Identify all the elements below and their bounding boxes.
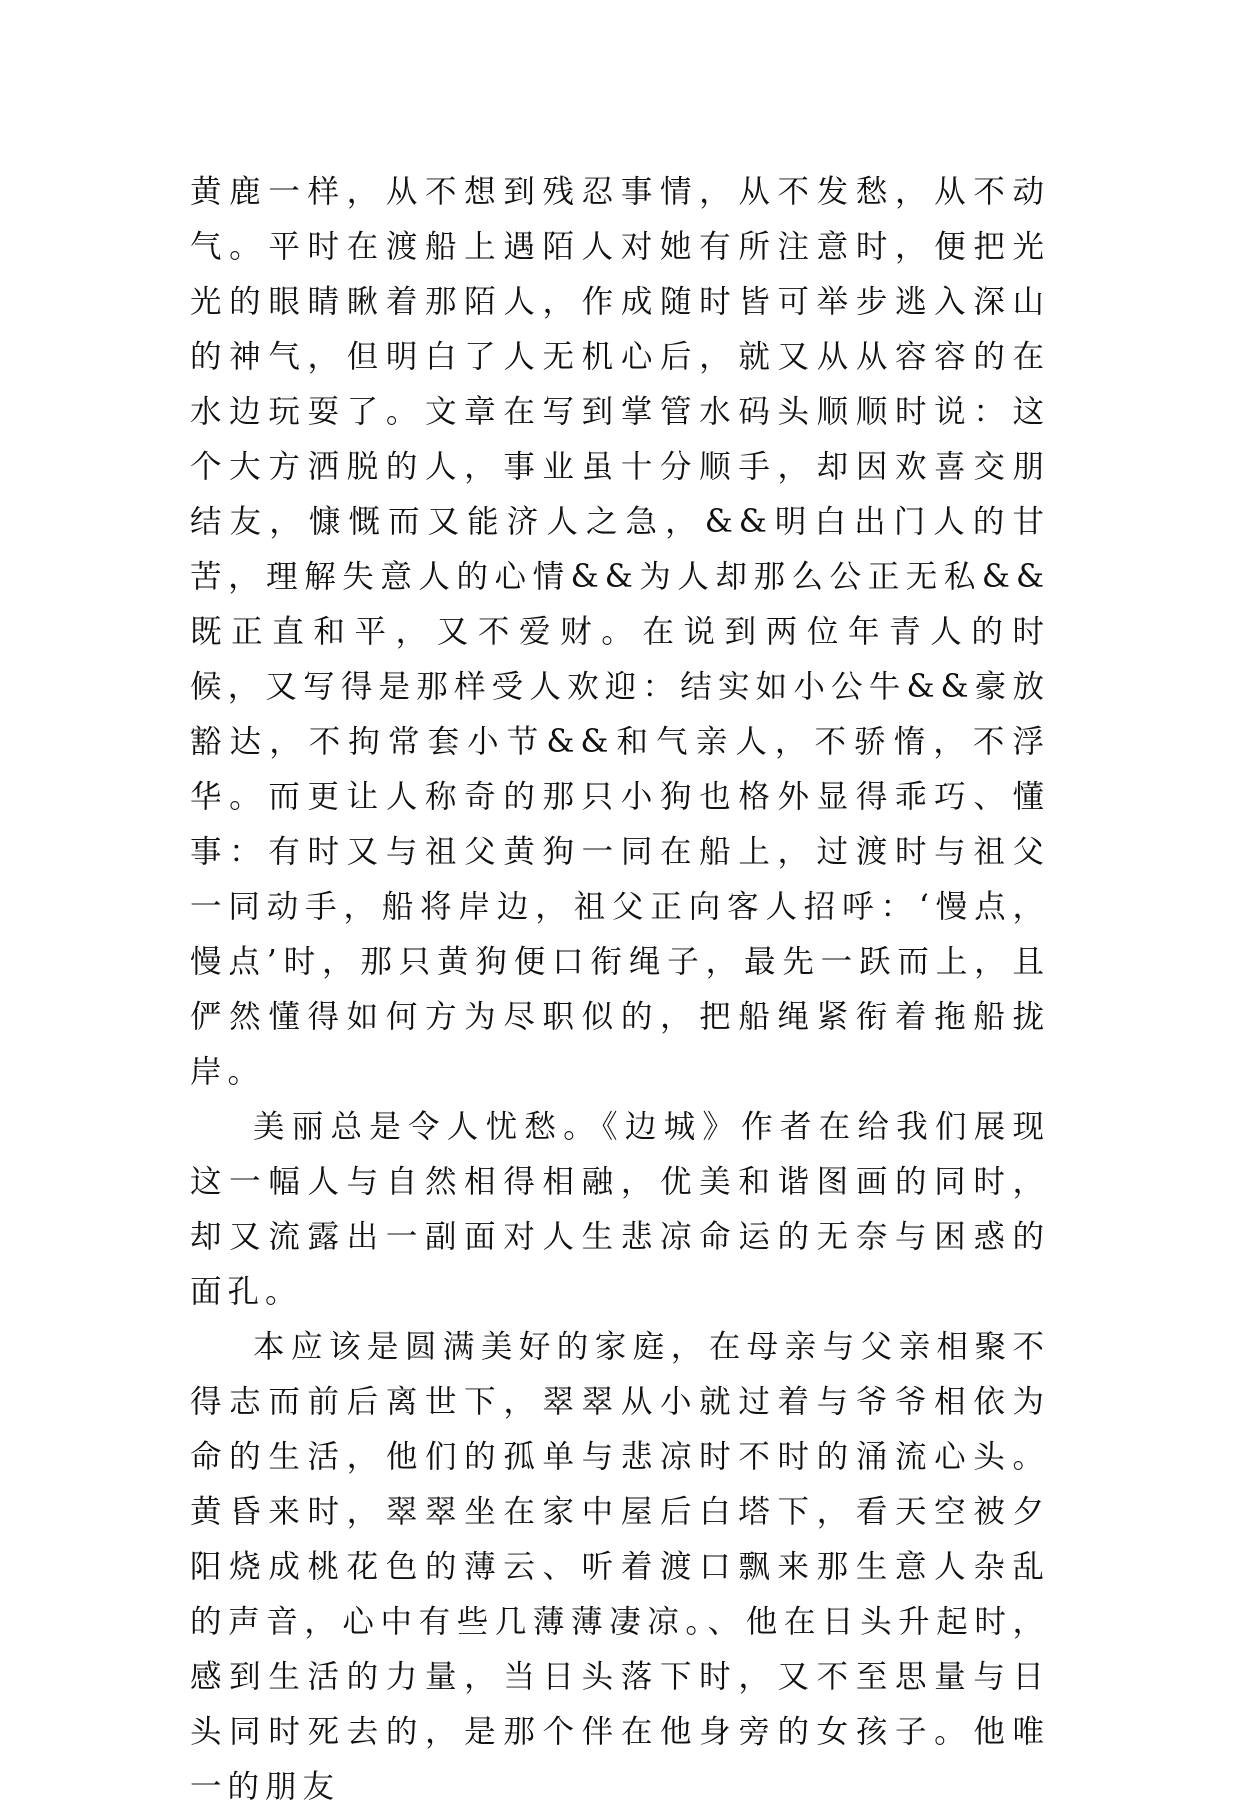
paragraph-1: 黄鹿一样，从不想到残忍事情，从不发愁，从不动气。平时在渡船上遇陌人对她有所注意时，便把光光的眼睛瞅着那陌人，作成随时皆可举步逃入深山的神气，但明白了人无机心后，就又从从容容的在水边玩耍了。文章在写到掌管水码头顺顺时说：这个大方洒脱的人，事业虽十分顺手，却因欢喜交朋结友，慷慨而又能济人之急，&&明白出门人的甘苦，理解失意人的心情&&为人却那么公正无私&&既正直和平，又不爱财。在说到两位年青人的时候，又写得是那样受人欢迎：结实如小公牛&&豪放豁达，不拘常套小节&&和气亲人，不骄惰，不浮华。而更让人称奇的那只小狗也格外显得乖巧、懂事：有时又与祖父黄狗一同在船上，过渡时与祖父一同动手，船将岸边，祖父正向客人招呼：‘慢点，慢点’时，那只黄狗便口衔绳子，最先一跃而上，且俨然懂得如何方为尽职似的，把船绳紧衔着拖船拢岸。 — [190, 174, 1050, 1090]
paragraph-2: 美丽总是令人忧愁。《边城》作者在给我们展现这一幅人与自然相得相融，优美和谐图画的同时，却又流露出一副面对人生悲凉命运的无奈与困惑的面孔。 — [190, 1109, 1050, 1310]
document-page — [190, 165, 1050, 1815]
paragraph-3: 本应该是圆满美好的家庭，在母亲与父亲相聚不得志而前后离世下，翠翠从小就过着与爷爷相依为命的生活，他们的孤单与悲凉时不时的涌流心头。黄昏来时，翠翠坐在家中屋后白塔下，看天空被夕阳烧成桃花色的薄云、听着渡口飘来那生意人杂乱的声音，心中有些几薄薄凄凉。、他在日头升起时，感到生活的力量，当日头落下时，又不至思量与日头同时死去的，是那个伴在他身旁的女孩子。他唯一的朋友 — [190, 1329, 1050, 1805]
